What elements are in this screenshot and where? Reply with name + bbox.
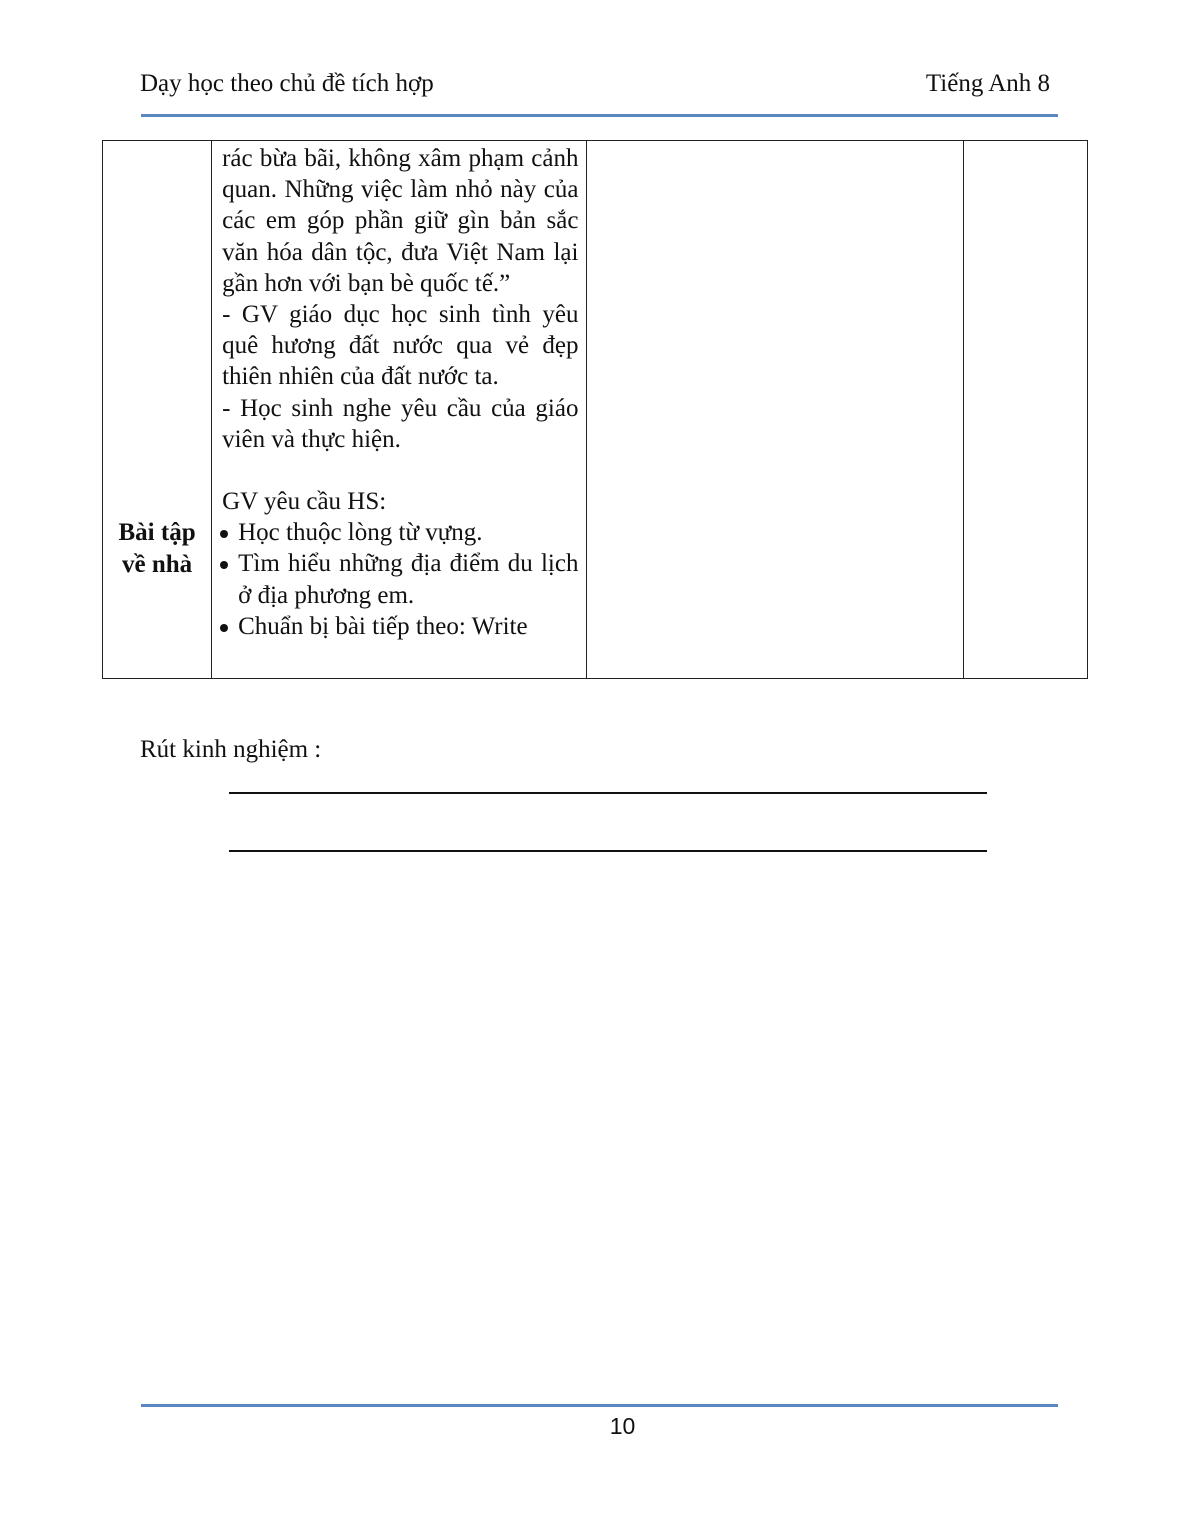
- section-label: [103, 517, 211, 581]
- footer-divider: [141, 1404, 1058, 1407]
- empty-table-cell: [587, 141, 963, 679]
- homework-item-text: Chuẩn bị bài tiếp theo: Write: [238, 612, 528, 640]
- bullet-icon: [220, 561, 228, 569]
- page-number: 10: [609, 1413, 636, 1439]
- list-item: [222, 548, 578, 610]
- writing-line: [229, 792, 987, 794]
- activity-content-cell: [212, 141, 587, 679]
- section-label-line: Bài tập: [118, 519, 196, 546]
- homework-list: [222, 517, 578, 642]
- homework-item-text: Học thuộc lòng từ vựng.: [238, 519, 483, 547]
- homework-item-text: Tìm hiểu những địa điểm du lịch ở địa phương em.: [238, 550, 579, 609]
- paragraph-spacer: [222, 455, 578, 486]
- activity-paragraph: rác bừa bãi, không xâm phạm cảnh quan. Những việc làm nhỏ này của các em góp phần giữ gìn bản sắc văn hóa dân tộc, đưa Việt Nam lại gần hơn với bạn bè quốc tế.”: [222, 145, 579, 297]
- section-label-cell: [103, 141, 212, 679]
- bullet-icon: [220, 624, 228, 632]
- section-label-line: về nhà: [121, 551, 193, 578]
- empty-table-cell: [963, 141, 1087, 679]
- header-divider: [141, 114, 1058, 117]
- homework-intro: GV yêu cầu HS:: [222, 488, 387, 516]
- document-header-subject: Tiếng Anh 8: [925, 70, 1050, 97]
- list-item: [222, 517, 578, 548]
- activity-paragraph: - GV giáo dục học sinh tình yêu quê hương đất nước qua vẻ đẹp thiên nhiên của đất nước ta.: [222, 301, 579, 391]
- writing-line: [229, 850, 987, 852]
- lesson-plan-table: [102, 140, 1088, 679]
- table-row: [103, 141, 1088, 679]
- list-item: [222, 611, 578, 642]
- document-header-title: Dạy học theo chủ đề tích hợp: [140, 70, 434, 97]
- bullet-icon: [220, 530, 228, 538]
- activity-paragraph: - Học sinh nghe yêu cầu của giáo viên và thực hiện.: [222, 394, 579, 453]
- experience-label: Rút kinh nghiệm :: [140, 736, 322, 763]
